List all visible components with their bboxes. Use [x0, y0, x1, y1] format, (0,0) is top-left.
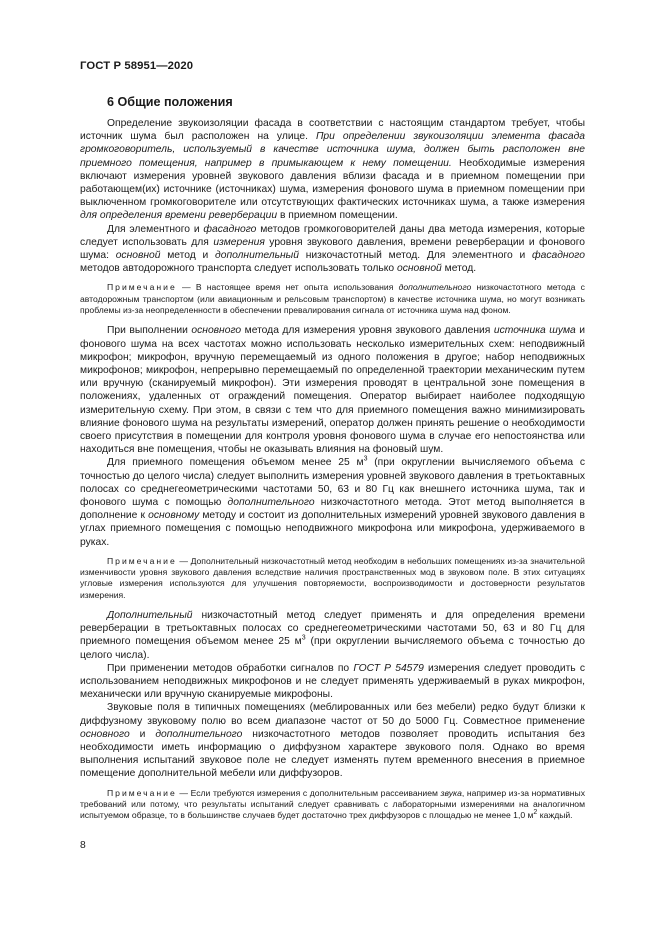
note-label: Примечание: [107, 282, 177, 293]
note-label: Примечание: [107, 555, 177, 566]
paragraph-1: Определение звукоизоляции фасада в соответствии с настоящим стандартом требует, чтобы источник шума был расположен на улице. При определении звукоизоляции элемента фасада громкоговоритель, используемый в качестве источника шума, должен быть расположен вне приемного помещения, например в примыкающем к нему помещении. Необходимые измерения включают измерения уровней звукового давления вблизи фасада и в приемном помещении при работающем(их) источнике (источниках) шума, измерения фонового шума в приемном помещении при выключенном громкоговорителе или отсутствующих фактических источниках шума, а также измерения для определения времени реверберации в приемном помещении.: [80, 118, 586, 222]
section-title: 6 Общие положения: [107, 95, 233, 109]
paragraph-7: Звуковые поля в типичных помещениях (меблированных или без мебели) редко будут близки к диффузному звуковому полю во всем диапазоне частот от 50 до 5000 Гц. Совместное применение основного и дополнительного низкочастотного методов позволяет проводить испытания без необходимости иметь информацию о диффузном характере звукового поля. Однако во время выполнения испытаний звуковое поле не следует изменять путем временного внесения в приемное помещение дополнительной мебели или диффузоров.: [80, 702, 585, 780]
note-label: Примечание: [107, 787, 177, 798]
paragraph-6: При применении методов обработки сигналов по ГОСТ Р 54579 измерения следует проводить с использованием неподвижных микрофонов и не следует применять удерживаемый в руках микрофон, механически или вручную сканируемые микрофоны.: [80, 662, 585, 701]
note-2: Примечание — Дополнительный низкочастотный метод необходим в небольших помещениях из-за значительной изменчивости уровня звукового давления вследствие наличия пространственных мод в звуковом поле. В этих ситуациях угловые измерения используются для улучшения повторяемости, воспроизводимости и достоверности результатов измерения.: [80, 555, 585, 600]
note-3: Примечание — Если требуются измерения с дополнительным рассеиванием звука, например из-за нормативных требований или потому, что результаты испытаний следует сравнивать с лабораторными измерениями на аналогичном испытуемом образце, то в большинстве случаев будет достаточно трех диффузоров с площадью не менее 1,0 $м^2$ каждый.: [80, 787, 585, 821]
paragraph-5: Дополнительный низкочастотный метод следует применять и для определения времени реверберации в третьоктавных полосах со среднегеометрическими частотами 50, 63 и 80 Гц для приемного помещения объемом менее 25 $м^3$ (при округлении вычисляемого объема с точностью до целого числа).: [80, 609, 585, 661]
page-number: 8: [80, 840, 86, 851]
document-header: ГОСТ Р 58951—2020: [80, 60, 194, 72]
paragraph-4: Для приемного помещения объемом менее 25 $м^3$ (при округлении вычисляемого объема с точностью до целого числа) следует выполнить измерения уровней звукового давления в третьоктавных полосах со среднегеометрическими частотами 50, 63 и 80 Гц как внешнего источника шума, так и фонового шума с помощью дополнительного низкочастотного метода. Этот метод выполняется в дополнение к основному методу и состоит из дополнительных измерений уровней звукового давления в углах приемного помещения с помощью неподвижного микрофона или микрофона, удерживаемого в руках.: [80, 455, 586, 548]
paragraph-2: Для элементного и фасадного методов громкоговорителей даны два метода измерения, которые следует использовать для измерения уровня звукового давления, времени реверберации и фонового шума: основной метод и дополнительный низкочастотный метод. Для элементного и фасадного методов автодорожного транспорта следует использовать только основной метод.: [80, 223, 585, 275]
note-1: Примечание — В настоящее время нет опыта использования дополнительного низкочастотного метода с автодорожным транспортом (или авиационным и рельсовым транспортом) в качестве источника шума, но могут возникать проблемы из-за неопределенности в обеспечении превалирования сигнала от источника шума над фоном.: [80, 282, 585, 316]
paragraph-3: При выполнении основного метода для измерения уровня звукового давления источника шума и фонового шума на всех частотах можно использовать несколько измерительных схем: неподвижный микрофон; микрофон, вручную перемещаемый из одного положения в другое; набор неподвижных микрофонов; микрофон, непрерывно перемещаемый по определенной траектории механическим путем или вручную (сканируемый микрофон). Эти измерения проводят в центральной зоне помещения в положениях, удаленных от ограждений помещения. Оператор выбирает наиболее подходящую измерительную схему. При этом, в связи с тем что для приемного помещения важно минимизировать влияние фонового шума на результаты измерений, оператор должен принять решение о необходимости своего присутствия в помещении для контроля уровня фонового шума в случае его непостоянства или находиться вне помещения, чтобы не оказывать влияния на фоновый шум.: [80, 325, 585, 456]
document-body: [80, 117, 585, 830]
